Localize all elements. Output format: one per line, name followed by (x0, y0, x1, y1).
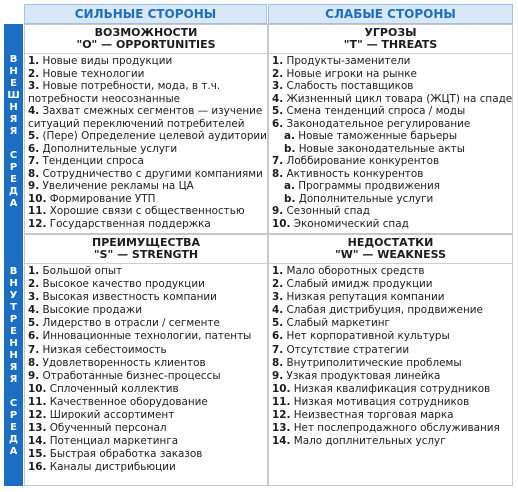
threats-subtitle: "T" — THREATS (343, 38, 438, 51)
strengths-list (25, 265, 267, 475)
weaknesses-column-header: СЛАБЫЕ СТОРОНЫ (268, 4, 513, 24)
weakness-item (272, 330, 510, 343)
item-text: Большой опыт (42, 265, 123, 277)
side-letter: Я (9, 362, 18, 373)
strengths-column-header: СИЛЬНЫЕ СТОРОНЫ (24, 4, 267, 24)
item-text: Узкая продуктовая линейка (286, 369, 441, 382)
threats-item (272, 168, 510, 181)
item-number: 10. (28, 192, 47, 205)
item-text: Программы продвижения (298, 180, 441, 192)
side-letter: Д (9, 434, 18, 445)
side-letter: Е (10, 326, 17, 337)
threats-item (272, 80, 510, 93)
item-text: (Пере) Определение целевой аудитории (42, 130, 267, 142)
strengths-item (28, 344, 265, 357)
weakness-item (272, 265, 510, 278)
side-letter: Ш (7, 90, 20, 101)
item-text: Новые виды продукции (42, 55, 173, 67)
item-text: Формирование УТП (49, 192, 156, 205)
item-number: 9. (272, 205, 284, 217)
item-text: Слабая дистрибуция, продвижение (286, 304, 483, 317)
opportunities-item (28, 180, 265, 193)
side-letter: Р (9, 162, 18, 173)
opportunities-title: ВОЗМОЖНОСТИ (94, 26, 198, 39)
threats-item (272, 92, 513, 106)
opportunities-item (28, 193, 265, 206)
side-letter: В (9, 54, 18, 65)
strengths-item (28, 461, 265, 474)
item-text: Низкая репутация компании (286, 291, 445, 304)
threats-item (272, 193, 510, 206)
item-number: 14. (272, 435, 291, 448)
item-number: 4. (28, 304, 40, 317)
item-number: 9. (272, 369, 284, 382)
threats-item (272, 218, 510, 231)
item-number: 13. (28, 422, 47, 435)
weakness-item (272, 435, 510, 448)
threats-item (272, 55, 510, 68)
threats-list (269, 55, 512, 230)
item-number: 2. (272, 67, 284, 80)
item-text: Дополнительные услуги (42, 142, 178, 155)
weakness-item (272, 278, 510, 291)
side-letter: Р (9, 314, 18, 325)
side-letter: Н (9, 102, 18, 113)
strengths-item (28, 448, 265, 461)
item-number: 7. (28, 343, 40, 356)
item-number: 4. (272, 304, 284, 317)
opportunities-item (28, 143, 265, 156)
item-number: 1. (28, 265, 40, 277)
side-letter: В (9, 266, 18, 277)
opportunities-item (28, 218, 265, 231)
opportunities-item (28, 130, 265, 143)
item-text: Удовлетворенность клиентов (42, 356, 206, 369)
item-number: 7. (28, 155, 40, 167)
item-text: Государственная поддержка (49, 217, 211, 230)
item-number: 6. (28, 142, 40, 155)
side-letter: Т (10, 302, 17, 313)
weakness-item (272, 344, 510, 357)
item-number: 10. (272, 217, 291, 230)
strengths-title: ПРЕИМУЩЕСТВА (92, 236, 200, 249)
strengths-item (28, 383, 265, 396)
item-text: ситуаций переключений потребителей (28, 117, 245, 130)
side-letter: Н (9, 338, 18, 349)
weakness-subtitle: "W" — WEAKNESS (334, 248, 446, 261)
side-letter: Н (9, 350, 18, 361)
item-text: Сезонный спад (286, 205, 370, 217)
side-letter: Д (9, 186, 18, 197)
item-number: 11. (28, 395, 47, 408)
item-text: Увеличение рекламы на ЦА (42, 180, 194, 192)
item-text: Новые потребности, мода, в т.ч. (42, 80, 221, 92)
item-number: 5. (28, 317, 40, 330)
weakness-item (272, 409, 510, 422)
item-text: Внутриполитические проблемы (286, 356, 462, 369)
item-text: Низкая квалификация сотрудников (293, 382, 491, 395)
item-text: Продукты-заменители (286, 55, 411, 67)
item-text: Хорошие связи с общественностью (49, 205, 245, 217)
item-number: 12. (28, 217, 47, 230)
opportunities-item (28, 80, 265, 93)
item-number: 1. (272, 265, 284, 277)
item-number: 11. (272, 395, 291, 408)
threats-item (272, 68, 510, 81)
opportunities-item (28, 118, 265, 131)
item-text: Жизненный цикл товара (ЖЦТ) на спаде (286, 92, 513, 105)
item-text: Новые игроки на рынке (286, 67, 417, 80)
item-text: Качественное оборудование (49, 395, 208, 408)
side-letter: Я (9, 374, 18, 385)
item-number: 5. (28, 130, 40, 142)
item-text: Неизвестная торговая марка (293, 409, 454, 422)
item-number: 7. (272, 343, 284, 356)
item-number: 2. (28, 278, 40, 291)
item-number: 14. (28, 435, 47, 448)
item-number: 10. (28, 382, 47, 395)
side-letter: У (9, 290, 18, 301)
opportunities-item (28, 205, 265, 218)
side-letter: Н (9, 278, 18, 289)
item-number: 2. (272, 278, 284, 291)
item-number: 6. (28, 330, 40, 343)
item-text: Низкая себестоимость (42, 343, 167, 356)
item-text: Законодательное регулирование (286, 117, 471, 130)
item-text: Высокие продажи (42, 304, 143, 317)
weakness-title: НЕДОСТАТКИ (347, 236, 434, 249)
item-text: Активность конкурентов (286, 167, 424, 180)
opportunities-quadrant (24, 24, 268, 234)
item-text: Лоббирование конкурентов (286, 155, 440, 167)
side-letter: Е (10, 78, 17, 89)
weakness-item (272, 304, 510, 317)
item-number: 6. (272, 330, 284, 343)
strengths-item (28, 265, 265, 278)
item-number: 2. (28, 67, 40, 80)
side-letter: Р (9, 410, 18, 421)
item-text: Слабость поставщиков (286, 80, 414, 92)
weakness-list (269, 265, 512, 448)
item-number: a. (284, 180, 295, 192)
item-number: 16. (28, 461, 47, 474)
item-text: Мало доплнительных услуг (293, 435, 446, 448)
strengths-item (28, 278, 265, 291)
divider (25, 263, 267, 264)
item-number: 3. (272, 291, 284, 304)
item-number: 8. (272, 356, 284, 369)
item-text: Слабый имидж продукции (286, 278, 433, 291)
strengths-item (28, 304, 265, 317)
item-number: 7. (272, 155, 284, 167)
item-number: 3. (272, 80, 284, 92)
item-text: Смена тенденций спроса / моды (286, 105, 466, 117)
side-letter: Я (9, 114, 18, 125)
item-number: 1. (272, 55, 284, 67)
item-number: 5. (272, 317, 284, 330)
weakness-item (272, 291, 510, 304)
item-text: Слабый маркетинг (286, 317, 390, 330)
opportunities-item (28, 105, 265, 118)
item-text: Мало оборотных средств (286, 265, 425, 277)
item-number: 5. (272, 105, 284, 117)
divider (269, 263, 512, 264)
item-text: Нет послепродажного обслуживания (293, 422, 500, 435)
item-number: 12. (272, 409, 291, 422)
item-number: 4. (272, 92, 284, 105)
opportunities-item (28, 55, 265, 68)
threats-title: УГРОЗЫ (364, 26, 417, 39)
item-text: Новые технологии (42, 67, 145, 80)
item-text: Высокая известность компании (42, 291, 217, 304)
item-text: Экономический спад (293, 217, 409, 230)
item-number: 6. (272, 117, 284, 130)
item-text: Обученный персонал (49, 422, 167, 435)
item-text: Захват смежных сегментов — изучение (42, 105, 263, 117)
item-number: 8. (272, 167, 284, 180)
item-text: Потенциал маркетинга (49, 435, 179, 448)
item-text: Лидерство в отрасли / сегменте (42, 317, 220, 330)
item-text: Тенденции спроса (42, 155, 144, 167)
item-number: 12. (28, 409, 47, 422)
side-letter: А (9, 198, 18, 209)
side-letter: Н (9, 66, 18, 77)
threats-item (272, 143, 510, 156)
weakness-item (272, 357, 510, 370)
item-text: Сплоченный коллектив (49, 382, 179, 395)
strengths-item (28, 435, 265, 448)
side-letter: С (9, 398, 18, 409)
item-text: Новые таможенные барьеры (298, 130, 458, 142)
item-text: потребности неосознанные (28, 92, 181, 105)
side-letter: А (9, 446, 18, 457)
threats-quadrant (268, 24, 513, 234)
item-number: 4. (28, 105, 40, 117)
external-environment-label (4, 24, 23, 234)
item-text: Новые законодательные акты (298, 142, 465, 155)
weakness-item (272, 396, 510, 409)
strengths-item (28, 422, 265, 435)
strengths-quadrant (24, 234, 268, 486)
item-text: Каналы дистрибьюции (49, 461, 176, 474)
threats-item (272, 105, 510, 118)
side-letter: Е (10, 174, 17, 185)
item-number: 8. (28, 167, 40, 180)
internal-environment-label (4, 234, 23, 486)
item-text: Быстрая обработка заказов (49, 448, 203, 461)
item-number: 8. (28, 356, 40, 369)
opportunities-subtitle: "O" — OPPORTUNITIES (76, 38, 216, 51)
item-number: 3. (28, 291, 40, 304)
item-text: Отработанные бизнес-процессы (42, 369, 221, 382)
item-text: Низкая мотивация сотрудников (293, 395, 470, 408)
item-text: Сотрудничество с другими компаниями (42, 167, 263, 180)
weakness-item (272, 317, 510, 330)
divider (25, 53, 267, 54)
strengths-item (28, 291, 265, 304)
strengths-item (28, 370, 265, 383)
item-number: 9. (28, 180, 40, 192)
strengths-item (28, 409, 265, 422)
item-number: 10. (272, 382, 291, 395)
weakness-quadrant (268, 234, 513, 486)
item-number: 9. (28, 369, 40, 382)
item-text: Отсутствие стратегии (286, 343, 410, 356)
threats-item (272, 118, 510, 131)
strengths-item (28, 396, 265, 409)
weakness-item (272, 383, 510, 396)
opportunities-item (28, 155, 265, 168)
side-letter: С (9, 150, 18, 161)
side-letter: Е (10, 422, 17, 433)
strengths-item (28, 357, 265, 370)
item-text: Широкий ассортимент (49, 409, 175, 422)
side-letter: Я (9, 126, 18, 137)
item-text: Высокое качество продукции (42, 278, 205, 291)
opportunities-item (28, 93, 265, 106)
item-number: a. (284, 130, 295, 142)
threats-item (272, 130, 510, 143)
item-text: Нет корпоративной культуры (286, 330, 450, 343)
strengths-item (28, 317, 265, 330)
item-number: 11. (28, 205, 47, 217)
threats-item (272, 205, 510, 218)
item-number: b. (284, 142, 296, 155)
item-text: Инновационные технологии, патенты (42, 330, 252, 343)
item-number: 3. (28, 80, 40, 92)
threats-item (272, 180, 510, 193)
item-number: 13. (272, 422, 291, 435)
opportunities-item (28, 68, 265, 81)
weakness-item (272, 370, 510, 383)
strengths-subtitle: "S" — STRENGTH (93, 248, 199, 261)
item-number: 1. (28, 55, 40, 67)
item-number: b. (284, 192, 296, 205)
opportunities-item (28, 168, 265, 181)
item-number: 15. (28, 448, 47, 461)
strengths-item (28, 330, 265, 343)
item-text: Дополнительные услуги (298, 192, 434, 205)
divider (269, 53, 512, 54)
threats-item (272, 155, 510, 168)
weakness-item (272, 422, 510, 435)
opportunities-list (25, 55, 267, 230)
